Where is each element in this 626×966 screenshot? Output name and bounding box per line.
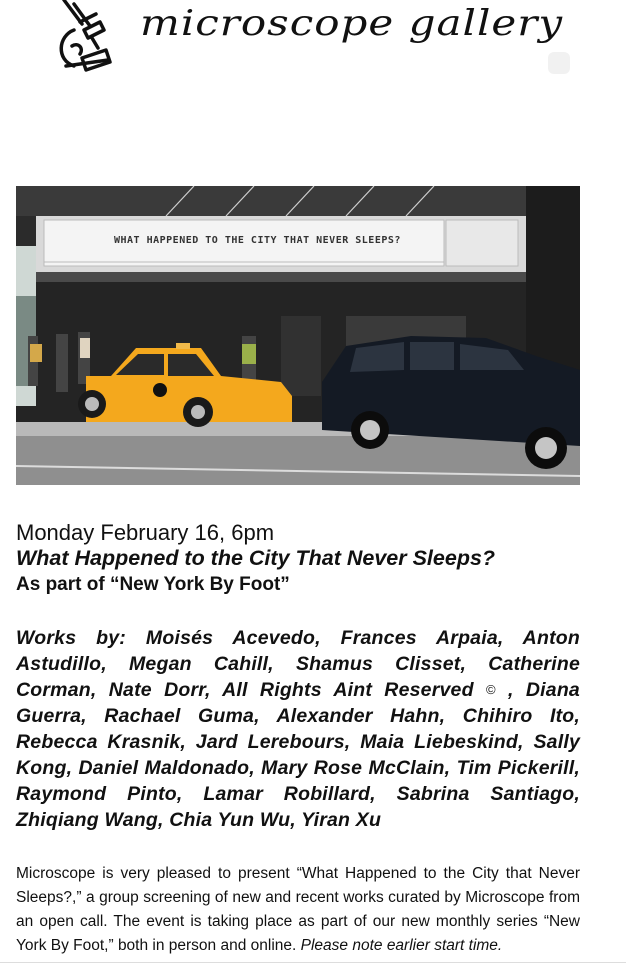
microscope-icon (52, 0, 122, 76)
gallery-header (0, 0, 626, 80)
marquee-sign-text: WHAT HAPPENED TO THE CITY THAT NEVER SLEEPS? (114, 235, 401, 246)
description-body: Microscope is very pleased to present “What Happened to the City that Never Sleeps?,” a group screening of new and recent works curated by Microscope from an open call. The event is taking place as part of our new monthly series “New York By Foot,” both in person and online. (16, 865, 580, 954)
event-date: Monday February 16, 6pm (16, 520, 275, 545)
event-photo (16, 186, 580, 485)
event-title: What Happened to the City That Never Sleeps? (16, 546, 496, 570)
event-description (16, 862, 580, 958)
artists-list (16, 625, 580, 833)
corner-badge (548, 52, 570, 74)
divider (0, 962, 626, 966)
gallery-logo-text[interactable]: microscope gallery (140, 2, 564, 44)
copyright-icon: © (485, 682, 496, 697)
artists-text-continued: , Diana Guerra, Rachael Guma, Alexander Hahn, Chihiro Ito, Rebecca Krasnik, Jard Lerebours, Maia Liebeskind, Sally Kong, Daniel Maldonado, Mary Rose McClain, Tim Pickerill, Raymond Pinto, Lamar Robillard, Sabrina Santiago, Zhiqiang Wang, Chia Yun Wu, Yiran Xu (16, 679, 580, 831)
start-time-note: Please note earlier start time. (300, 937, 503, 954)
artists-text: Works by: Moisés Acevedo, Frances Arpaia, Anton Astudillo, Megan Cahill, Shamus Clisset, Catherine Corman, Nate Dorr, All Rights Aint Reserved (16, 627, 580, 701)
event-series: As part of “New York By Foot” (16, 574, 290, 595)
